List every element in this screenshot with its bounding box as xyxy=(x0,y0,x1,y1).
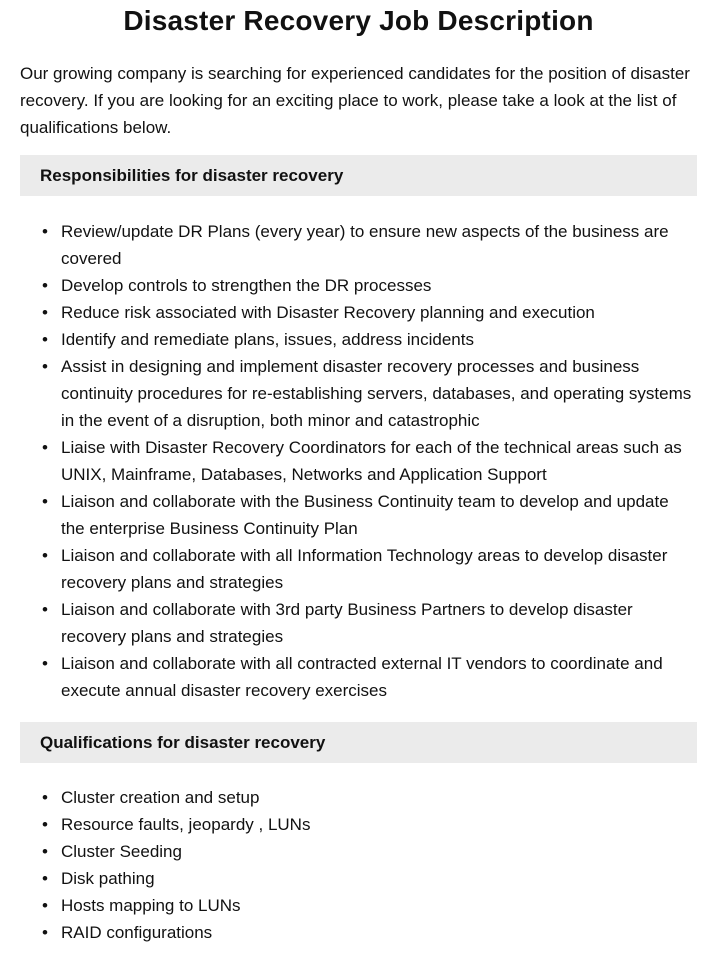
list-item: • Cluster Seeding xyxy=(42,838,697,865)
list-item: • Hosts mapping to LUNs xyxy=(42,892,697,919)
section-heading-label: Responsibilities for disaster recovery xyxy=(40,165,344,185)
list-item: • Cluster creation and setup xyxy=(42,784,697,811)
list-item: • Disk pathing xyxy=(42,865,697,892)
job-description-page xyxy=(0,2,720,946)
responsibilities-list xyxy=(20,218,697,704)
page-title: Disaster Recovery Job Description xyxy=(123,5,594,36)
list-item: • RAID configurations xyxy=(42,919,697,946)
qualifications-list xyxy=(20,784,697,946)
list-item: • Resource faults, jeopardy , LUNs xyxy=(42,811,697,838)
list-item: • Liaison and collaborate with 3rd party Business Partners to develop disaster recovery plans and strategies xyxy=(42,596,697,650)
list-item: • Liaise with Disaster Recovery Coordinators for each of the technical areas such as UNIX, Mainframe, Databases, Networks and Application Support xyxy=(42,434,697,488)
section-header-responsibilities xyxy=(20,155,697,196)
list-item: • Liaison and collaborate with the Business Continuity team to develop and update the enterprise Business Continuity Plan xyxy=(42,488,697,542)
list-item: • Review/update DR Plans (every year) to ensure new aspects of the business are covered xyxy=(42,218,697,272)
list-item: • Liaison and collaborate with all contracted external IT vendors to coordinate and execute annual disaster recovery exercises xyxy=(42,650,697,704)
list-item: • Liaison and collaborate with all Information Technology areas to develop disaster recovery plans and strategies xyxy=(42,542,697,596)
section-heading-label: Qualifications for disaster recovery xyxy=(40,732,326,752)
list-item: • Develop controls to strengthen the DR processes xyxy=(42,272,697,299)
section-header-qualifications xyxy=(20,722,697,763)
list-item: • Assist in designing and implement disaster recovery processes and business continuity procedures for re-establishing servers, databases, and operating systems in the event of a disruption, both minor and catastrophic xyxy=(42,353,697,434)
list-item: • Reduce risk associated with Disaster Recovery planning and execution xyxy=(42,299,697,326)
intro-paragraph: Our growing company is searching for experienced candidates for the position of disaster recovery. If you are looking for an exciting place to work, please take a look at the list of qualifications below. xyxy=(20,64,690,137)
list-item: • Identify and remediate plans, issues, address incidents xyxy=(42,326,697,353)
